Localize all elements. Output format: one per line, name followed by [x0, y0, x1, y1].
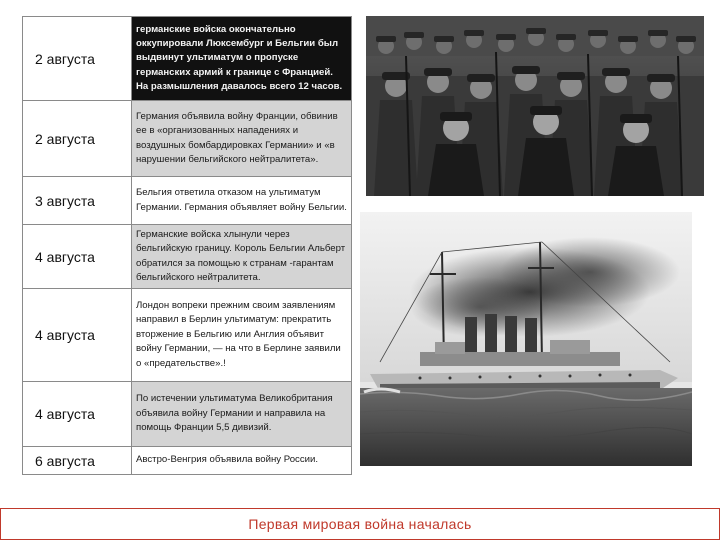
warship-photo [360, 212, 692, 466]
event-description: германские войска окончательно оккупировали Люксембург и Бельгии был выдвинут ультиматум о пропуске германских армий к границе с Францией. На размышления давалось всего 12 часов. [132, 17, 352, 101]
table-row [23, 447, 352, 475]
table-row [23, 177, 352, 225]
table-row [23, 289, 352, 382]
soldiers-illustration [366, 16, 704, 196]
event-description: Германия объявила войну Франции, обвинив ее в «организованных нападениях и воздушных бомбардировках Германии» и «в нарушении бельгийского нейтралитета». [132, 101, 352, 177]
table-row [23, 17, 352, 101]
event-date: 4 августа [23, 382, 132, 447]
event-date: 3 августа [23, 177, 132, 225]
soldiers-photo [366, 16, 704, 196]
event-date: 4 августа [23, 225, 132, 289]
event-description: Австро-Венгрия объявила войну России. [132, 447, 352, 475]
warship-illustration [360, 212, 692, 466]
event-date: 2 августа [23, 17, 132, 101]
event-date: 4 августа [23, 289, 132, 382]
event-date: 2 августа [23, 101, 132, 177]
table-row [23, 382, 352, 447]
event-description: Бельгия ответила отказом на ультиматум Германии. Германия объявляет войну Бельгии. [132, 177, 352, 225]
event-date: 6 августа [23, 447, 132, 475]
event-description: По истечении ультиматума Великобритания объявила войну Германии и направила на помощь Франции 5,5 дивизий. [132, 382, 352, 447]
table-row [23, 101, 352, 177]
event-description: Германские войска хлынули через бельгийскую границу. Король Бельгии Альберт обратился за помощью к странам -гарантам бельгийского нейтралитета. [132, 225, 352, 289]
footer-title: Первая мировая война началась [248, 516, 472, 532]
table-row [23, 225, 352, 289]
footer-caption [0, 508, 720, 540]
event-description: Лондон вопреки прежним своим заявлениям направил в Берлин ультиматум: прекратить вторжение в Бельгию или Англия объявит войну Германии, — на что в Берлине заявили о «предательстве».! [132, 289, 352, 382]
events-table [22, 16, 352, 475]
